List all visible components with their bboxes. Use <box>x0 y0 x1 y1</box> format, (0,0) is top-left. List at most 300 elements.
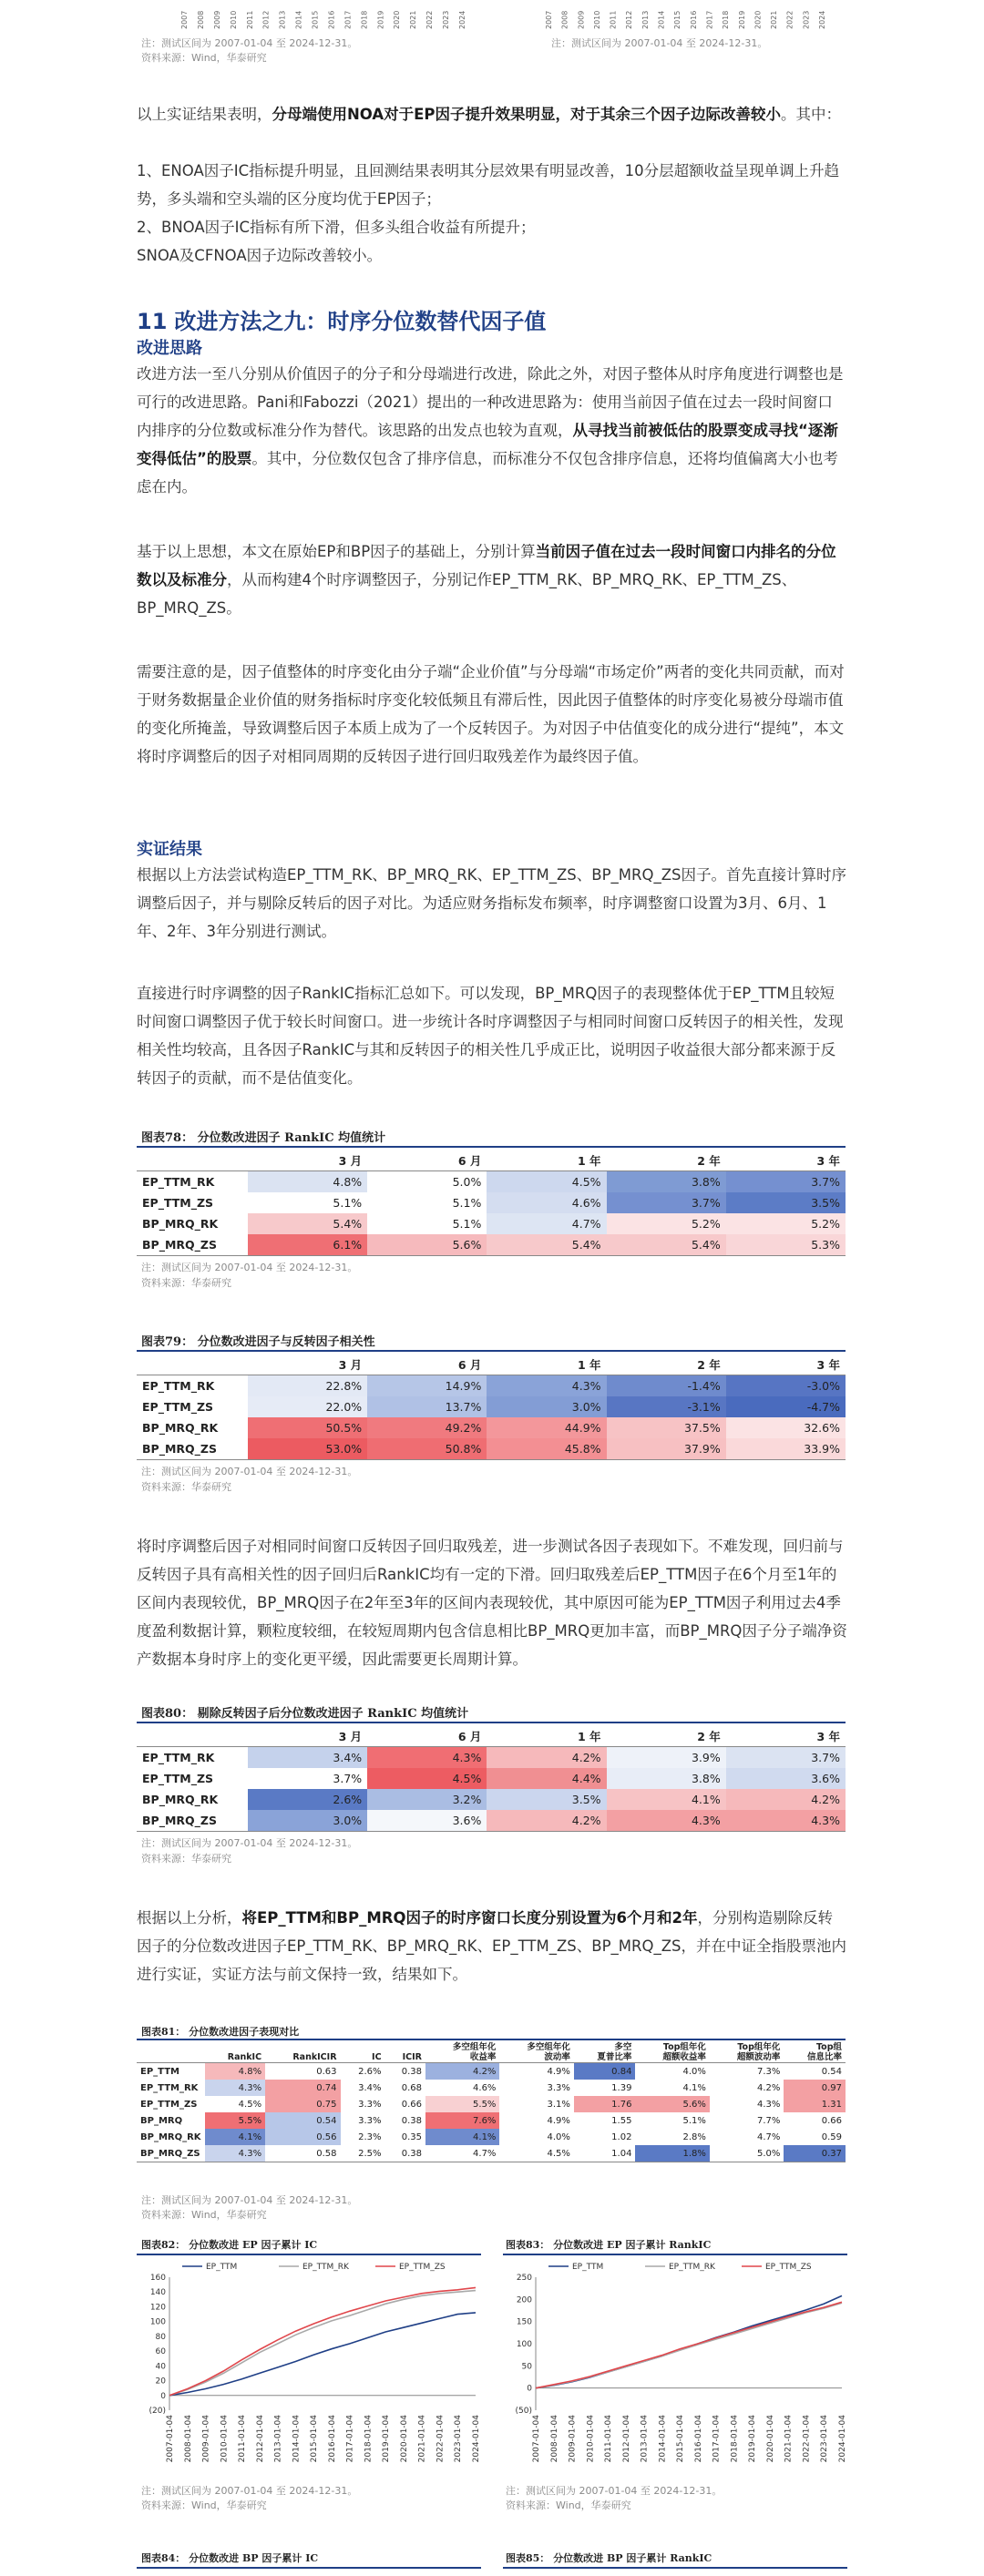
table-cell: 0.54 <box>265 2112 340 2129</box>
table-row-label: EP_TTM_ZS <box>142 1400 214 1414</box>
table-cell: 0.54 <box>784 2063 846 2080</box>
table-cell: 2.5% <box>341 2145 385 2162</box>
table-cell: 3.0% <box>248 1810 367 1832</box>
fig79-rule <box>137 1350 846 1352</box>
fig81-source: 资料来源：Wind，华泰研究 <box>141 2209 267 2221</box>
table-cell: 4.2% <box>726 1789 846 1810</box>
table-cell: 0.66 <box>385 2096 425 2112</box>
table-row-label: BP_MRQ_ZS <box>137 1234 248 1256</box>
fig83-title: 图表83： 分位数改进 EP 因子累计 RankIC <box>506 2239 712 2251</box>
table-row <box>137 2063 846 2080</box>
table-row <box>137 1375 846 1397</box>
top-strip-tick: 2023 <box>802 10 811 29</box>
table-cell: 4.3% <box>487 1375 606 1397</box>
table-cell: 0.59 <box>784 2129 846 2145</box>
table-cell: 5.1% <box>248 1192 367 1213</box>
y-tick-label: 100 <box>516 2340 532 2349</box>
top-note-right: 注：测试区间为 2007-01-04 至 2024-12-31。 <box>551 37 768 49</box>
top-strip-tick: 2022 <box>785 10 794 29</box>
table-row <box>137 1438 846 1460</box>
table-cell: 50.5% <box>248 1417 367 1438</box>
fig80-rule <box>137 1722 846 1723</box>
table-cell: 4.5% <box>205 2096 266 2112</box>
top-strip-tick: 2017 <box>343 10 353 29</box>
y-tick-label: 140 <box>149 2288 166 2298</box>
table-cell: 0.58 <box>265 2145 340 2162</box>
top-strip-tick: 2009 <box>212 10 221 29</box>
intro-item-1: 1、ENOA因子IC指标提升明显，且回测结果表明其分层效果有明显改善，10分层超额收益呈现单调上升趋势，多头端和空头端的区分度均优于EP因子； <box>137 162 840 208</box>
y-tick-label: 200 <box>516 2295 532 2305</box>
top-strip-right-ticks <box>545 11 826 29</box>
table-cell: -3.0% <box>726 1375 846 1397</box>
table-cell: 4.1% <box>607 1789 726 1810</box>
x-tick-label: 2010-01-04 <box>586 2415 596 2463</box>
table-cell: 53.0% <box>248 1438 367 1460</box>
x-tick-label: 2007-01-04 <box>532 2415 541 2463</box>
x-tick-label: 2008-01-04 <box>549 2415 559 2463</box>
table-cell: 4.8% <box>205 2063 266 2080</box>
table-cell: 3.7% <box>726 1171 846 1193</box>
top-note-left: 注：测试区间为 2007-01-04 至 2024-12-31。 <box>141 37 358 49</box>
fig84-rule <box>137 2567 481 2569</box>
results-paragraph-3: 将时序调整后因子对相同时间窗口反转因子回归取残差，进一步测试各因子表现如下。不难发现，回归前与反转因子具有高相关性的因子回归后RankIC均有一定的下滑。回归取残差后EP_TTM因子在6个月至1年的区间内表现较优，BP_MRQ因子在2年至3年的区间内表现较优，其中原因可能为EP_TTM因子利用过去4季度盈利数据计算，颗粒度较细，在较短周期内包含信息相比BP_MRQ更加丰富，而BP_MRQ因子分子端净资产数据本身时序上的变化更平缓，因此需要更长周期计算。 <box>137 1538 847 1668</box>
top-strip-tick: 2013 <box>278 10 287 29</box>
table-cell: 45.8% <box>487 1438 606 1460</box>
series-line-ep_ttm_rk <box>536 2303 842 2388</box>
table-cell: 2.6% <box>248 1789 367 1810</box>
top-strip-tick: 2010 <box>592 10 601 29</box>
table-row <box>137 2112 846 2129</box>
fig79-note: 注：测试区间为 2007-01-04 至 2024-12-31。 <box>141 1466 358 1477</box>
table-row <box>137 1747 846 1769</box>
fig82-rule <box>137 2254 481 2255</box>
top-strip-tick: 2014 <box>657 10 666 29</box>
table-cell: 3.5% <box>487 1789 606 1810</box>
legend-label: EP_TTM <box>572 2263 604 2272</box>
table-cell: 37.9% <box>607 1438 726 1460</box>
table-cell: 3.1% <box>499 2096 573 2112</box>
top-strip-tick: 2020 <box>753 10 763 29</box>
table-cell: 4.2% <box>487 1747 606 1769</box>
fig78-source: 资料来源：华泰研究 <box>141 1277 231 1289</box>
table-cell: 3.4% <box>248 1747 367 1769</box>
table-cell: 22.0% <box>248 1396 367 1417</box>
table-column-header: RankIC <box>205 2042 266 2063</box>
table-header-corner <box>137 2042 205 2063</box>
x-tick-label: 2024-01-04 <box>838 2415 847 2463</box>
table-cell: 0.38 <box>385 2063 425 2080</box>
table-cell: 5.5% <box>205 2112 266 2129</box>
table-cell: -4.7% <box>726 1396 846 1417</box>
subsection-approach: 改进思路 <box>137 339 202 358</box>
top-strip-tick: 2022 <box>425 10 435 29</box>
x-tick-label: 2018-01-04 <box>364 2415 374 2463</box>
x-tick-label: 2020-01-04 <box>399 2415 409 2463</box>
table-header-corner <box>137 1725 248 1747</box>
table-cell: 4.7% <box>710 2129 784 2145</box>
table-column-header: 多空组年化 收益率 <box>425 2042 499 2063</box>
table-column-header: 6 月 <box>367 1354 487 1375</box>
top-strip-tick: 2021 <box>409 10 418 29</box>
x-tick-label: 2009-01-04 <box>568 2415 578 2463</box>
table-cell: 3.4% <box>341 2080 385 2096</box>
table-cell: 3.8% <box>607 1768 726 1789</box>
table-cell: 4.6% <box>487 1192 606 1213</box>
table-cell: 2.6% <box>341 2063 385 2080</box>
table-cell: 49.2% <box>367 1417 487 1438</box>
table-row <box>137 2080 846 2096</box>
table-cell: 4.7% <box>425 2145 499 2162</box>
top-strip-tick: 2021 <box>770 10 779 29</box>
table-column-header: 3 月 <box>248 1354 367 1375</box>
x-tick-label: 2015-01-04 <box>676 2415 686 2463</box>
results-paragraph-2: 直接进行时序调整的因子RankIC指标汇总如下。可以发现，BP_MRQ因子的表现整体优于EP_TTM且较短时间窗口调整因子优于较长时间窗口。进一步统计各时序调整因子与相同时间窗口反转因子的相关性，发现相关性均较高，且各因子RankIC与其和反转因子的相关性几乎成正比，说明因子收益很大部分都来源于反转因子的贡献，而不是估值变化。 <box>137 985 844 1087</box>
y-tick-label: 150 <box>516 2317 532 2327</box>
x-tick-label: 2022-01-04 <box>436 2415 446 2463</box>
table-row-label: BP_MRQ <box>140 2115 183 2126</box>
table-cell: 6.1% <box>248 1234 367 1256</box>
table-row <box>137 1213 846 1234</box>
table-column-header: Top组年化 超额收益率 <box>635 2042 709 2063</box>
table-cell: 4.9% <box>499 2112 573 2129</box>
table-cell: 22.8% <box>248 1375 367 1397</box>
table-column-header: 3 年 <box>726 1150 846 1171</box>
x-tick-label: 2022-01-04 <box>802 2415 812 2463</box>
table-column-header: 3 月 <box>248 1150 367 1171</box>
table-column-header: 1 年 <box>487 1725 606 1747</box>
top-strip-tick: 2011 <box>245 10 254 29</box>
table-cell: 5.3% <box>726 1234 846 1256</box>
table-row <box>137 2096 846 2112</box>
table-cell: 7.6% <box>425 2112 499 2129</box>
table-cell: 3.7% <box>726 1747 846 1769</box>
fig79-source: 资料来源：华泰研究 <box>141 1481 231 1493</box>
table-cell: 5.6% <box>367 1234 487 1256</box>
table-cell: 5.5% <box>425 2096 499 2112</box>
table-cell: 7.3% <box>710 2063 784 2080</box>
fig82-source: 资料来源：Wind，华泰研究 <box>141 2499 267 2511</box>
table-row-label: BP_MRQ_ZS <box>137 1810 248 1832</box>
table-row <box>137 1171 846 1193</box>
table-cell: 4.3% <box>607 1810 726 1832</box>
fig78-title: 图表78： 分位数改进因子 RankIC 均值统计 <box>141 1131 386 1145</box>
x-tick-label: 2023-01-04 <box>820 2415 830 2463</box>
table-cell: 0.63 <box>265 2063 340 2080</box>
legend-label: EP_TTM <box>206 2263 238 2272</box>
table-column-header: RankICIR <box>265 2042 340 2063</box>
table-cell: -1.4% <box>607 1375 726 1397</box>
table-column-header: 3 年 <box>726 1354 846 1375</box>
table-cell: 4.0% <box>499 2129 573 2145</box>
table-column-header: IC <box>341 2042 385 2063</box>
y-tick-label: 160 <box>149 2274 166 2283</box>
table-row <box>137 1417 846 1438</box>
table-row-label: EP_TTM_RK <box>140 2082 199 2093</box>
top-strip-tick: 2019 <box>737 10 746 29</box>
table-header-corner <box>137 1150 248 1171</box>
fig80-title: 图表80： 剔除反转因子后分位数改进因子 RankIC 均值统计 <box>141 1707 469 1721</box>
top-strip-tick: 2020 <box>393 10 402 29</box>
top-strip-tick: 2014 <box>294 10 303 29</box>
table-cell: 4.3% <box>726 1810 846 1832</box>
fig83-note: 注：测试区间为 2007-01-04 至 2024-12-31。 <box>506 2485 723 2497</box>
table-cell: 5.2% <box>607 1213 726 1234</box>
y-tick-label: (20) <box>149 2407 166 2416</box>
approach-paragraph-3: 需要注意的是，因子值整体的时序变化由分子端“企业价值”与分母端“市场定价”两者的变化共同贡献，而对于财务数据量企业价值的财务指标时序变化较低频且有滞后性，因此因子值整体的时序变化易被分母端市值的变化所掩盖，导致调整后因子本质上成为了一个反转因子。为对因子中估值变化的成分进行“提纯”，本文将时序调整后的因子对相同周期的反转因子进行回归取残差作为最终因子值。 <box>137 663 845 765</box>
table-cell: 4.8% <box>248 1171 367 1193</box>
fig80-table <box>137 1725 846 1832</box>
table-cell: 4.9% <box>499 2063 573 2080</box>
table-column-header: Top组 信息比率 <box>784 2042 846 2063</box>
table-cell: 0.75 <box>265 2096 340 2112</box>
table-row <box>137 1768 846 1789</box>
table-cell: 1.31 <box>784 2096 846 2112</box>
top-strip-tick: 2007 <box>545 10 553 29</box>
top-source-left: 资料来源：Wind，华泰研究 <box>141 52 267 64</box>
table-row <box>137 2129 846 2145</box>
top-strip-left-ticks <box>180 11 466 29</box>
table-cell: 4.2% <box>425 2063 499 2080</box>
top-strip-tick: 2024 <box>818 10 826 29</box>
table-row <box>137 1810 846 1832</box>
table-column-header: Top组年化 超额波动率 <box>710 2042 784 2063</box>
y-tick-label: (50) <box>515 2407 532 2416</box>
table-cell: 1.39 <box>574 2080 636 2096</box>
table-cell: 4.7% <box>487 1213 606 1234</box>
fig83-chart <box>503 2257 849 2480</box>
top-strip-tick: 2018 <box>722 10 731 29</box>
x-tick-label: 2017-01-04 <box>712 2415 722 2463</box>
table-cell: 4.3% <box>710 2096 784 2112</box>
table-column-header: 2 年 <box>607 1150 726 1171</box>
table-cell: 4.1% <box>205 2129 266 2145</box>
table-cell: 3.9% <box>607 1747 726 1769</box>
fig80-source: 资料来源：华泰研究 <box>141 1853 231 1865</box>
table-cell: 4.2% <box>487 1810 606 1832</box>
table-cell: 5.0% <box>710 2145 784 2162</box>
table-cell: 50.8% <box>367 1438 487 1460</box>
fig81-rule <box>137 2039 846 2040</box>
x-tick-label: 2012-01-04 <box>621 2415 631 2463</box>
table-cell: 3.7% <box>607 1192 726 1213</box>
y-tick-label: 40 <box>155 2362 166 2372</box>
top-strip-tick: 2023 <box>442 10 451 29</box>
top-strip-tick: 2018 <box>360 10 369 29</box>
top-strip-tick: 2010 <box>229 10 238 29</box>
table-cell: 4.3% <box>205 2080 266 2096</box>
table-column-header: 多空组年化 波动率 <box>499 2042 573 2063</box>
top-strip-tick: 2007 <box>180 10 189 29</box>
y-tick-label: 100 <box>149 2317 166 2327</box>
table-cell: 5.1% <box>635 2112 709 2129</box>
x-tick-label: 2012-01-04 <box>255 2415 265 2463</box>
top-strip-tick: 2024 <box>458 10 466 29</box>
table-cell: 4.1% <box>425 2129 499 2145</box>
table-cell: 3.3% <box>341 2096 385 2112</box>
x-tick-label: 2010-01-04 <box>220 2415 230 2463</box>
top-strip-tick: 2012 <box>625 10 634 29</box>
approach-paragraph-1: 改进方法一至八分别从价值因子的分子和分母端进行改进，除此之外，对因子整体从时序角度进行调整也是可行的改进思路。Pani和Fabozzi（2021）提出的一种改进思路为：使用当前因子值在过去一段时间窗口内排序的分位数或标准分作为替代。该思路的出发点也较为直观，从寻找当前被低估的股票变成寻找“逐渐变得低估”的股票。其中，分位数仅包含了排序信息，而标准分不仅包含排序信息，还将均值偏离大小也考虑在内。 <box>137 365 844 496</box>
table-column-header: 6 月 <box>367 1725 487 1747</box>
top-strip-tick: 2013 <box>641 10 650 29</box>
table-column-header: 1 年 <box>487 1354 606 1375</box>
table-cell: 5.4% <box>607 1234 726 1256</box>
y-tick-label: 50 <box>521 2362 532 2372</box>
x-tick-label: 2009-01-04 <box>201 2415 211 2463</box>
table-cell: 13.7% <box>367 1396 487 1417</box>
table-cell: 5.4% <box>487 1234 606 1256</box>
x-tick-label: 2007-01-04 <box>166 2415 175 2463</box>
table-row-label: EP_TTM_RK <box>142 1751 215 1764</box>
top-strip-tick: 2019 <box>376 10 385 29</box>
table-cell: 5.1% <box>367 1213 487 1234</box>
table-row-label: BP_MRQ_RK <box>140 2131 201 2142</box>
subsection-results: 实证结果 <box>137 840 202 859</box>
top-strip-tick: 2008 <box>560 10 569 29</box>
table-cell: 5.0% <box>367 1171 487 1193</box>
table-column-header: ICIR <box>385 2042 425 2063</box>
x-tick-label: 2019-01-04 <box>382 2415 392 2463</box>
table-row <box>137 1234 846 1256</box>
fig84-title: 图表84： 分位数改进 BP 因子累计 IC <box>141 2552 319 2564</box>
approach-paragraph-2: 基于以上思想，本文在原始EP和BP因子的基础上，分别计算当前因子值在过去一段时间窗口内排名的分位数以及标准分，从而构建4个时序调整因子，分别记作EP_TTM_RK、BP_MRQ_RK、EP_TTM_ZS、BP_MRQ_ZS。 <box>137 543 836 617</box>
y-tick-label: 0 <box>527 2384 532 2394</box>
table-cell: 37.5% <box>607 1417 726 1438</box>
x-tick-label: 2008-01-04 <box>183 2415 193 2463</box>
table-row-label: EP_TTM_ZS <box>142 1196 214 1210</box>
table-row-label: BP_MRQ_RK <box>142 1793 219 1806</box>
table-cell: 14.9% <box>367 1375 487 1397</box>
table-cell: 5.4% <box>248 1213 367 1234</box>
section-title: 11 改进方法之九：时序分位数替代因子值 <box>137 309 547 334</box>
table-cell: 3.3% <box>499 2080 573 2096</box>
x-tick-label: 2015-01-04 <box>310 2415 320 2463</box>
table-cell: 32.6% <box>726 1417 846 1438</box>
fig82-note: 注：测试区间为 2007-01-04 至 2024-12-31。 <box>141 2485 358 2497</box>
x-tick-label: 2019-01-04 <box>748 2415 758 2463</box>
legend-label: EP_TTM_RK <box>302 2263 349 2272</box>
table-row <box>137 1192 846 1213</box>
y-tick-label: 20 <box>155 2377 166 2387</box>
table-cell: 0.74 <box>265 2080 340 2096</box>
fig81-note: 注：测试区间为 2007-01-04 至 2024-12-31。 <box>141 2194 358 2206</box>
fig81-title: 图表81： 分位数改进因子表现对比 <box>141 2026 300 2038</box>
x-tick-label: 2011-01-04 <box>238 2415 248 2463</box>
x-tick-label: 2014-01-04 <box>658 2415 668 2463</box>
table-cell: 1.02 <box>574 2129 636 2145</box>
y-tick-label: 80 <box>155 2332 166 2342</box>
table-column-header: 2 年 <box>607 1725 726 1747</box>
fig81-table <box>137 2042 846 2162</box>
table-cell: 0.68 <box>385 2080 425 2096</box>
table-cell: 0.37 <box>784 2145 846 2162</box>
x-tick-label: 2024-01-04 <box>472 2415 481 2463</box>
legend-label: EP_TTM_RK <box>669 2263 715 2272</box>
top-strip-tick: 2015 <box>311 10 320 29</box>
table-header-corner <box>137 1354 248 1375</box>
x-tick-label: 2013-01-04 <box>273 2415 283 2463</box>
series-line-ep_ttm_zs <box>169 2287 476 2395</box>
table-cell: 3.5% <box>726 1192 846 1213</box>
table-row-label: BP_MRQ_RK <box>142 1421 219 1435</box>
top-strip-tick: 2009 <box>577 10 586 29</box>
table-row <box>137 1396 846 1417</box>
table-cell: 4.5% <box>499 2145 573 2162</box>
table-cell: 3.2% <box>367 1789 487 1810</box>
table-cell: 1.8% <box>635 2145 709 2162</box>
legend-label: EP_TTM_ZS <box>399 2263 446 2272</box>
table-cell: 0.38 <box>385 2145 425 2162</box>
table-cell: 1.04 <box>574 2145 636 2162</box>
series-line-ep_ttm_zs <box>536 2302 842 2387</box>
table-row-label: EP_TTM_RK <box>142 1379 215 1393</box>
table-cell: 4.4% <box>487 1768 606 1789</box>
table-cell: 0.38 <box>385 2112 425 2129</box>
series-line-ep_ttm <box>536 2295 842 2387</box>
fig78-rule <box>137 1146 846 1148</box>
top-strip-tick: 2011 <box>609 10 618 29</box>
fig80-note: 注：测试区间为 2007-01-04 至 2024-12-31。 <box>141 1837 358 1849</box>
table-cell: 3.8% <box>607 1171 726 1193</box>
fig85-title: 图表85： 分位数改进 BP 因子累计 RankIC <box>506 2552 712 2564</box>
intro-item-2: 2、BNOA因子IC指标有所下滑，但多头组合收益有所提升； <box>137 219 536 236</box>
table-row-label: EP_TTM_ZS <box>140 2099 198 2110</box>
y-tick-label: 250 <box>516 2274 532 2283</box>
table-cell: 5.6% <box>635 2096 709 2112</box>
fig78-note: 注：测试区间为 2007-01-04 至 2024-12-31。 <box>141 1262 358 1273</box>
table-cell: 0.66 <box>784 2112 846 2129</box>
x-tick-label: 2020-01-04 <box>765 2415 775 2463</box>
table-cell: 4.5% <box>487 1171 606 1193</box>
fig79-table <box>137 1354 846 1460</box>
x-tick-label: 2017-01-04 <box>345 2415 355 2463</box>
table-cell: 2.8% <box>635 2129 709 2145</box>
y-tick-label: 0 <box>160 2391 166 2401</box>
table-row-label: EP_TTM_RK <box>142 1175 215 1189</box>
table-cell: 4.1% <box>635 2080 709 2096</box>
intro-item-3: SNOA及CFNOA因子边际改善较小。 <box>137 247 383 264</box>
table-cell: 7.7% <box>710 2112 784 2129</box>
series-line-ep_ttm_rk <box>169 2291 476 2396</box>
top-strip-tick: 2016 <box>689 10 698 29</box>
legend-label: EP_TTM_ZS <box>765 2263 812 2272</box>
x-tick-label: 2013-01-04 <box>640 2415 650 2463</box>
x-tick-label: 2023-01-04 <box>454 2415 464 2463</box>
fig82-chart <box>137 2257 483 2480</box>
table-cell: 4.3% <box>367 1747 487 1769</box>
fig85-rule <box>503 2567 847 2569</box>
top-strip-tick: 2012 <box>261 10 271 29</box>
x-tick-label: 2021-01-04 <box>417 2415 427 2463</box>
y-tick-label: 60 <box>155 2347 166 2357</box>
table-cell: 3.7% <box>248 1768 367 1789</box>
table-cell: 44.9% <box>487 1417 606 1438</box>
table-cell: 0.84 <box>574 2063 636 2080</box>
table-cell: 1.55 <box>574 2112 636 2129</box>
table-cell: 4.2% <box>710 2080 784 2096</box>
table-column-header: 6 月 <box>367 1150 487 1171</box>
table-column-header: 3 年 <box>726 1725 846 1747</box>
table-row-label: BP_MRQ_RK <box>142 1217 219 1231</box>
results-paragraph-1: 根据以上方法尝试构造EP_TTM_RK、BP_MRQ_RK、EP_TTM_ZS、BP_MRQ_ZS因子。首先直接计算时序调整后因子，并与剔除反转后的因子对比。为适应财务指标发布频率，时序调整窗口设置为3月、6月、1年、2年、3年分别进行测试。 <box>137 866 846 940</box>
table-cell: 4.6% <box>425 2080 499 2096</box>
table-cell: -3.1% <box>607 1396 726 1417</box>
results-paragraph-4: 根据以上分析，将EP_TTM和BP_MRQ因子的时序窗口长度分别设置为6个月和2年，分别构造剔除反转因子的分位数改进因子EP_TTM_RK、BP_MRQ_RK、EP_TTM_ZS、BP_MRQ_ZS，并在中证全指股票池内进行实证，实证方法与前文保持一致，结果如下。 <box>137 1909 846 1983</box>
table-column-header: 1 年 <box>487 1150 606 1171</box>
series-line-ep_ttm <box>169 2313 476 2396</box>
top-strip-tick: 2016 <box>327 10 336 29</box>
fig82-title: 图表82： 分位数改进 EP 因子累计 IC <box>141 2239 318 2251</box>
